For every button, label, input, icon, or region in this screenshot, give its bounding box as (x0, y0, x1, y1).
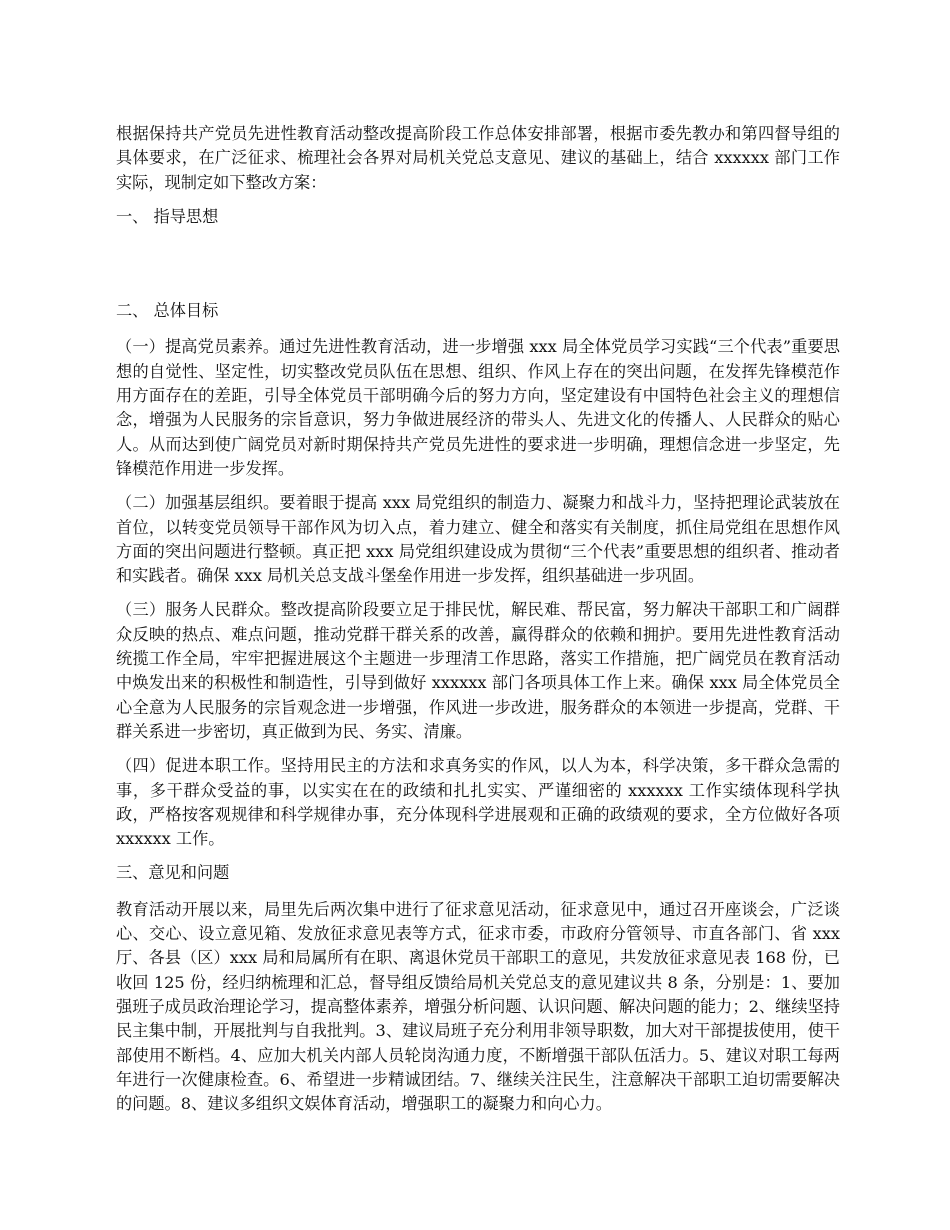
document-page (116, 122, 840, 1126)
goal-paragraph-2: （二）加强基层组织。要着眼于提高 xxx 局党组织的制造力、凝聚力和战斗力，坚持把理论武装放在首位，以转变党员领导干部作风为切入点，着力建立、健全和落实有关制度，抓住局党组在思想作风方面的突出问题进行整顿。真正把 xxx 局党组织建设成为贯彻“三个代表”重要思想的组织者、推动者和实践者。确保 xxx 局机关总支战斗堡垒作用进一步发挥，组织基础进一步巩固。 (116, 493, 840, 586)
issues-paragraph: 教育活动开展以来，局里先后两次集中进行了征求意见活动，征求意见中，通过召开座谈会，广泛谈心、交心、设立意见箱、发放征求意见表等方式，征求市委，市政府分管领导、市直各部门、省 xxx 厅、各县（区）xxx 局和局属所有在职、离退休党员干部职工的意见，共发放征求意见表 168 份，已收回 125 份，经归纳梳理和汇总，督导组反馈给局机关党总支的意见建议共 8 条，分别是：1、要加强班子成员政治理论学习，提高整体素养，增强分析问题、认识问题、解决问题的能力；2、继续坚持民主集中制，开展批判与自我批判。3、建议局班子充分利用非领导职数，加大对干部提拔使用，使干部使用不断档。4、应加大机关内部人员轮岗沟通力度，不断增强干部队伍活力。5、建议对职工每两年进行一次健康检查。6、希望进一步精诚团结。7、继续关注民生，注意解决干部职工迫切需要解决的问题。8、建议多组织文娱体育活动，增强职工的凝聚力和向心力。 (116, 899, 840, 1114)
section-heading-opinions-issues: 三、意见和问题 (116, 863, 230, 883)
goal-paragraph-3: （三）服务人民群众。整改提高阶段要立足于排民忧，解民难、帮民富，努力解决干部职工和广阔群众反映的热点、难点问题，推动党群干群关系的改善，赢得群众的依赖和拥护。要用先进性教育活动统揽工作全局，牢牢把握进展这个主题进一步理清工作思路，落实工作措施，把广阔党员在教育活动中焕发出来的积极性和制造性，引导到做好 xxxxxx 部门各项具体工作上来。确保 xxx 局全体党员全心全意为人民服务的宗旨观念进一步增强，作风进一步改进，服务群众的本领进一步提高，党群、干群关系进一步密切，真正做到为民、务实、清廉。 (116, 600, 840, 741)
goal-paragraph-1: （一）提高党员素养。通过先进性教育活动，进一步增强 xxx 局全体党员学习实践“三个代表”重要思想的自觉性、坚定性，切实整改党员队伍在思想、组织、作风上存在的突出问题，在发挥先锋模范作用方面存在的差距，引导全体党员干部明确今后的努力方向，坚定建设有中国特色社会主义的理想信念，增强为人民服务的宗旨意识，努力争做进展经济的带头人、先进文化的传播人、人民群众的贴心人。从而达到使广阔党员对新时期保持共产党员先进性的要求进一步明确，理想信念进一步坚定，先锋模范作用进一步发挥。 (116, 337, 840, 478)
section-heading-overall-goals: 二、 总体目标 (116, 301, 219, 321)
intro-paragraph: 根据保持共产党员先进性教育活动整改提高阶段工作总体安排部署，根据市委先教办和第四督导组的具体要求，在广泛征求、梳理社会各界对局机关党总支意见、建议的基础上，结合 xxxxxx 部门工作实际，现制定如下整改方案： (116, 124, 840, 192)
goal-paragraph-4: （四）促进本职工作。坚持用民主的方法和求真务实的作风，以人为本，科学决策，多干群众急需的事，多干群众受益的事，以实实在在的政绩和扎扎实实、严谨细密的 xxxxxx 工作实绩体现科学执政，严格按客观规律和科学规律办事，充分体现科学进展观和正确的政绩观的要求，全方位做好各项 xxxxxx 工作。 (116, 756, 840, 849)
section-heading-guiding-ideology: 一、 指导思想 (116, 206, 219, 226)
